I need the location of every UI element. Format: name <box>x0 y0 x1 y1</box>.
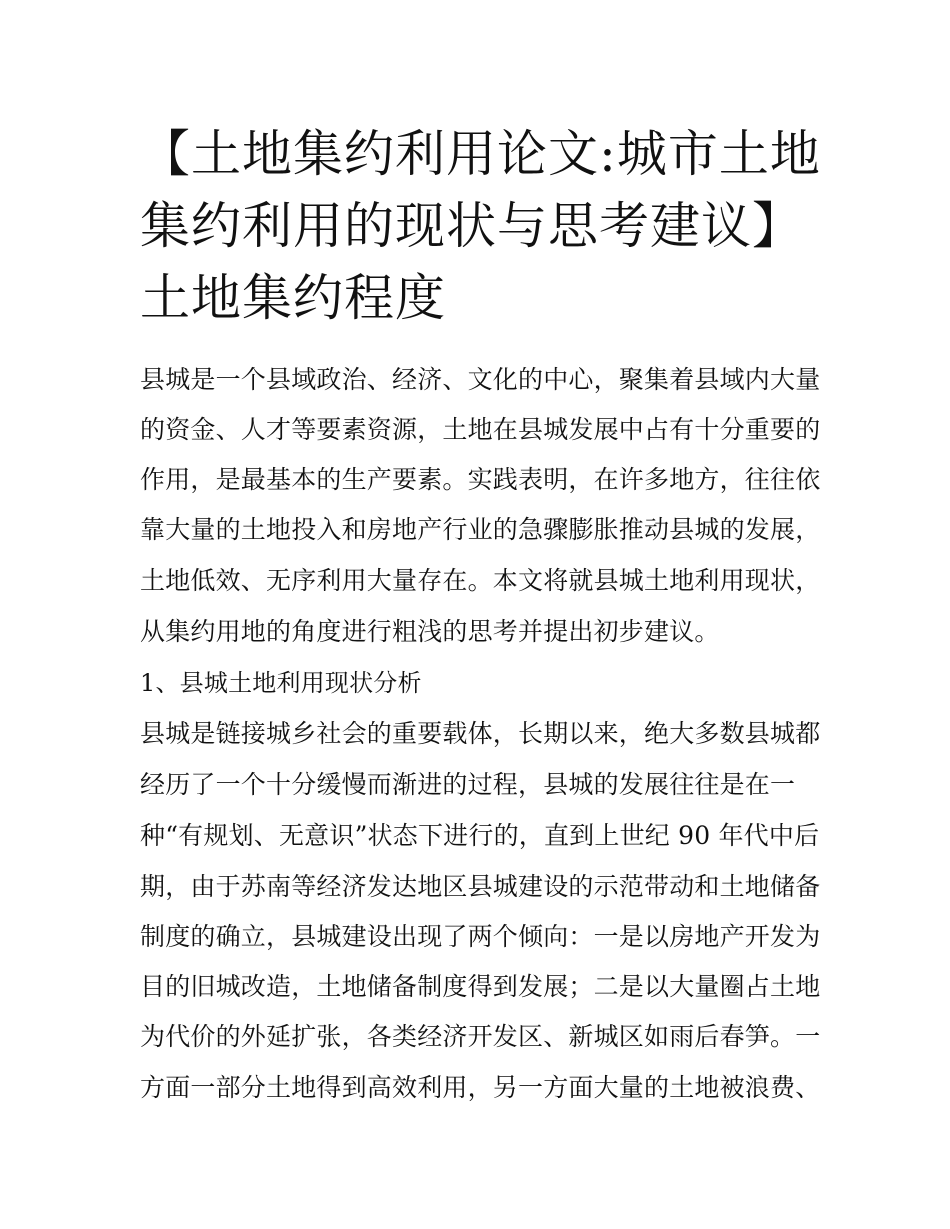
document-title <box>140 118 820 334</box>
section-heading: 1、县城土地利用现状分析 <box>140 669 422 697</box>
body-text-line: 方面一部分土地得到高效利用，另一方面大量的土地被浪费、 <box>140 1073 821 1102</box>
body-text-line: 从集约用地的角度进行粗浅的思考并提出初步建议。 <box>140 617 720 646</box>
title-line: 【土地集约利用论文:城市土地 <box>140 125 821 183</box>
body-text-line: 期，由于苏南等经济发达地区县城建设的示范带动和土地储备 <box>140 872 821 901</box>
title-line: 集约利用的现状与思考建议】 <box>140 197 803 255</box>
body-text-line: 靠大量的土地投入和房地产行业的急骤膨胀推动县城的发展， <box>140 515 821 544</box>
body-text-line: 目的旧城改造，土地储备制度得到发展；二是以大量圈占土地 <box>140 972 821 1001</box>
body-text-line: 种“有规划、无意识”状态下进行的，直到上世纪 90 年代中后 <box>140 821 820 850</box>
body-text-line: 为代价的外延扩张，各类经济开发区、新城区如雨后春笋。一 <box>140 1022 821 1051</box>
body-text-line: 土地低效、无序利用大量存在。本文将就县城土地利用现状， <box>140 566 821 595</box>
title-line: 土地集约程度 <box>140 269 446 327</box>
body-text-line: 经历了一个十分缓慢而渐进的过程，县城的发展往往是在一 <box>140 770 796 799</box>
body-text-line: 县城是链接城乡社会的重要载体，长期以来，绝大多数县城都 <box>140 719 821 748</box>
body-text-line: 作用，是最基本的生产要素。实践表明，在许多地方，往往依 <box>140 465 821 494</box>
body-text-line: 县城是一个县域政治、经济、文化的中心，聚集着县域内大量 <box>140 365 821 394</box>
body-text-line: 制度的确立，县城建设出现了两个倾向：一是以房地产开发为 <box>140 922 821 951</box>
body-text-line: 的资金、人才等要素资源，土地在县城发展中占有十分重要的 <box>140 415 821 444</box>
